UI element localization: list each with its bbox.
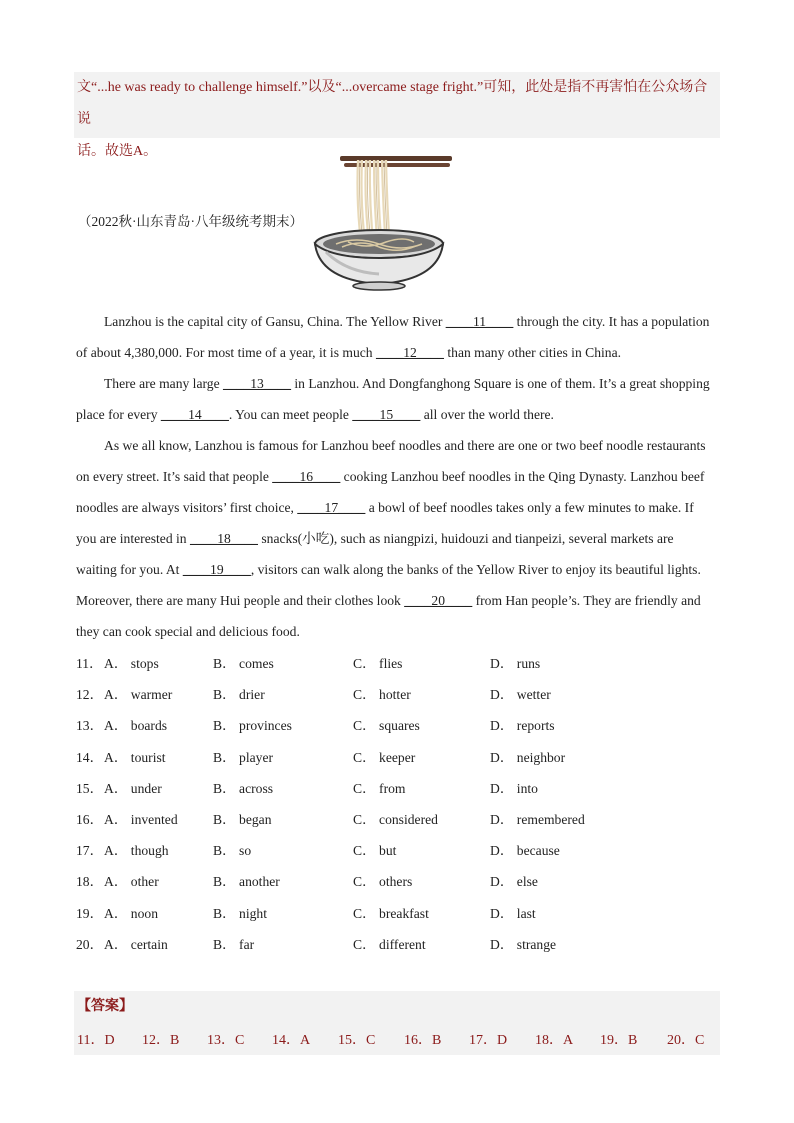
- question-source: （2022秋·山东青岛·八年级统考期末）: [78, 214, 303, 229]
- option-a[interactable]: A． though: [104, 843, 169, 859]
- option-c[interactable]: C． squares: [353, 718, 420, 734]
- option-c[interactable]: C． others: [353, 874, 413, 890]
- option-c[interactable]: C． considered: [353, 811, 438, 827]
- question-19-options: [76, 898, 716, 929]
- option-a[interactable]: A． tourist: [104, 749, 166, 765]
- noodle-bowl-illustration: [306, 146, 456, 292]
- option-b[interactable]: B． across: [213, 780, 274, 796]
- option-c[interactable]: C． hotter: [353, 687, 411, 703]
- option-c[interactable]: C． flies: [353, 656, 403, 671]
- option-d[interactable]: D． wetter: [490, 687, 551, 703]
- option-d[interactable]: D． else: [490, 874, 538, 890]
- text-run: snacks(小吃), such as niangpizi, huidouzi and tianpeizi, several markets are waiting for you. At: [76, 531, 674, 577]
- option-a[interactable]: A． invented: [104, 811, 178, 827]
- question-number: 14．: [76, 749, 104, 765]
- answer-item: 18．A: [535, 1033, 574, 1048]
- option-a[interactable]: A． other: [104, 874, 159, 890]
- explanation-line-2: 话。故选A。: [77, 144, 158, 159]
- answer-item: 15．C: [338, 1033, 376, 1048]
- text-run: in Lanzhou. And Dongfanghong Square is one of them. It’s a great shopping place for every: [76, 376, 710, 422]
- explanation-line-1: 文“...he was ready to challenge himself.”以及“...overcame stage fright.”可知，此处是指不再害怕在公众场合说: [77, 80, 708, 127]
- question-13-options: [76, 710, 716, 741]
- text-run: . You can meet people: [228, 407, 353, 422]
- answer-item: 20．C: [667, 1033, 705, 1048]
- text-run: from Han people’s. They are friendly and they can cook special and delicious food.: [76, 593, 701, 639]
- option-c[interactable]: C． but: [353, 843, 397, 859]
- option-a[interactable]: A． warmer: [104, 687, 173, 703]
- question-number: 20．: [76, 936, 104, 952]
- answer-options: [76, 648, 716, 960]
- answer-item: 17．D: [469, 1033, 508, 1048]
- question-number: 13．: [76, 718, 104, 734]
- option-a[interactable]: A． noon: [104, 905, 158, 921]
- option-c[interactable]: C． different: [353, 936, 426, 952]
- option-b[interactable]: B． drier: [213, 687, 265, 703]
- option-b[interactable]: B． comes: [213, 656, 274, 671]
- question-number: 19．: [76, 905, 104, 921]
- option-b[interactable]: B． began: [213, 811, 272, 827]
- text-run: Lanzhou is the capital city of Gansu, China. The Yellow River: [104, 314, 446, 329]
- question-number: 18．: [76, 874, 104, 890]
- option-b[interactable]: B． provinces: [213, 718, 292, 734]
- option-d[interactable]: D． last: [490, 905, 536, 921]
- option-d[interactable]: D． neighbor: [490, 749, 566, 765]
- option-b[interactable]: B． night: [213, 905, 268, 921]
- blank-19: ____19____: [182, 562, 251, 577]
- answer-item: 11．D: [77, 1033, 115, 1048]
- option-a[interactable]: A． under: [104, 780, 162, 796]
- option-d[interactable]: D． remembered: [490, 811, 585, 827]
- option-b[interactable]: B． another: [213, 874, 280, 890]
- blank-16: ____16____: [272, 469, 341, 484]
- question-number: 15．: [76, 780, 104, 796]
- answer-item: 19．B: [600, 1033, 638, 1048]
- question-number: 11．: [76, 656, 103, 671]
- paragraph-1: [76, 306, 716, 368]
- question-number: 16．: [76, 811, 104, 827]
- answer-item: 13．C: [207, 1033, 245, 1048]
- question-14-options: [76, 742, 716, 773]
- text-run: all over the world there.: [420, 407, 554, 422]
- question-15-options: [76, 773, 716, 804]
- option-a[interactable]: A． boards: [104, 718, 168, 734]
- blank-12: ____12____: [376, 345, 444, 360]
- answer-box: [74, 991, 720, 1055]
- text-run: than many other cities in China.: [443, 345, 622, 360]
- text-run: a bowl of beef noodles takes only a few minutes to make. If you are interested in: [76, 500, 694, 546]
- question-number: 12．: [76, 687, 104, 703]
- question-12-options: [76, 679, 716, 710]
- blank-18: ____18____: [190, 531, 258, 546]
- blank-17: ____17____: [297, 500, 366, 515]
- text-run: As we all know, Lanzhou is famous for Lanzhou beef noodles and there are one or two beef noodle restaurants on every street. It’s said that people: [76, 438, 706, 484]
- paragraph-3: [76, 430, 716, 647]
- question-20-options: [76, 929, 716, 960]
- blank-13: ____13____: [223, 376, 291, 391]
- option-d[interactable]: D． into: [490, 780, 538, 796]
- question-16-options: [76, 804, 716, 835]
- question-18-options: [76, 866, 716, 897]
- option-c[interactable]: C． from: [353, 780, 406, 796]
- text-run: There are many large: [104, 376, 224, 391]
- answer-item: 16．B: [404, 1033, 442, 1048]
- option-b[interactable]: B． player: [213, 749, 274, 765]
- text-run: , visitors can walk along the banks of the Yellow River to enjoy its beautiful lights. Moreover, there are many Hui people and their clothes look: [76, 562, 701, 608]
- blank-20: ____20____: [404, 593, 473, 608]
- blank-14: ____14____: [160, 407, 229, 422]
- option-a[interactable]: A． certain: [104, 936, 168, 952]
- paragraph-2: [76, 368, 716, 430]
- cloze-passage: [76, 306, 716, 647]
- previous-explanation-box: [74, 72, 720, 159]
- answer-item: 14．A: [272, 1033, 311, 1048]
- blank-11: ____11____: [445, 314, 514, 329]
- answer-item: 12．B: [142, 1033, 180, 1048]
- option-b[interactable]: B． so: [213, 843, 252, 859]
- option-d[interactable]: D． strange: [490, 936, 557, 952]
- option-b[interactable]: B． far: [213, 936, 255, 952]
- text-run: through the city. It has a population of about 4,380,000. For most time of a year, it is much: [76, 314, 710, 360]
- question-number: 17．: [76, 843, 104, 859]
- option-a[interactable]: A． stops: [104, 656, 159, 671]
- answer-title: 【答案】: [77, 998, 133, 1014]
- option-d[interactable]: D． because: [490, 843, 560, 859]
- option-d[interactable]: D． runs: [490, 656, 541, 671]
- question-17-options: [76, 835, 716, 866]
- text-run: cooking Lanzhou beef noodles in the Qing Dynasty. Lanzhou beef noodles are always visitors’ first choice,: [76, 469, 705, 515]
- blank-15: ____15____: [352, 407, 421, 422]
- option-c[interactable]: C． breakfast: [353, 905, 429, 921]
- option-d[interactable]: D． reports: [490, 718, 555, 734]
- question-11-options: [76, 648, 716, 679]
- option-c[interactable]: C． keeper: [353, 749, 416, 765]
